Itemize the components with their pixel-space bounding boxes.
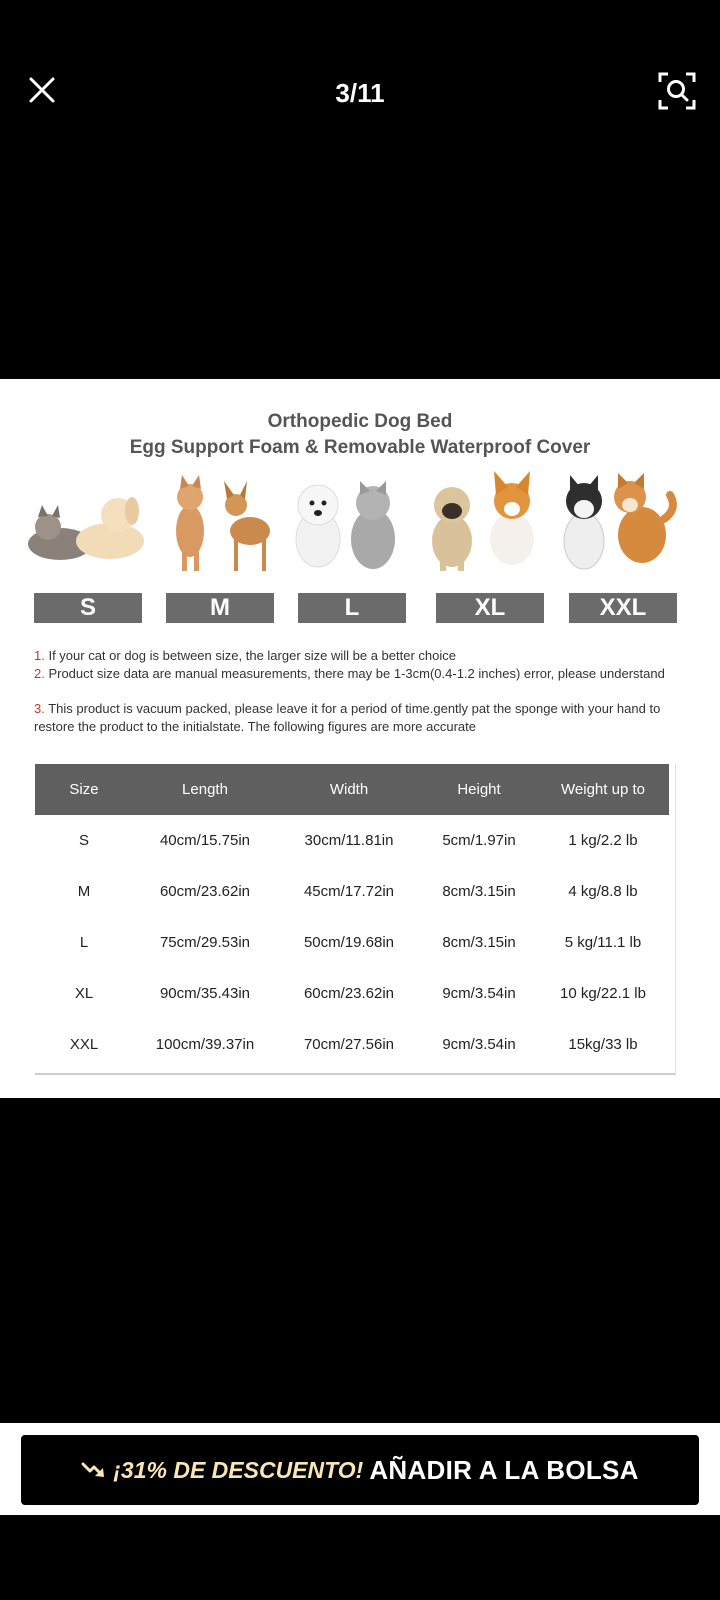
table-row	[35, 866, 669, 917]
large-pets-illustration	[296, 481, 395, 569]
note-1: 1. If your cat or dog is between size, the larger size will be a better choice	[34, 648, 456, 663]
cell-length: 60cm/23.62in	[159, 883, 251, 900]
xxlarge-pets-illustration	[564, 473, 673, 569]
size-tab-l: L	[298, 593, 406, 623]
cell-width: 70cm/27.56in	[303, 1036, 395, 1053]
header-size: Size	[69, 781, 99, 798]
cell-width: 45cm/17.72in	[303, 883, 395, 900]
cell-length: 75cm/29.53in	[159, 934, 251, 951]
add-to-bag-button[interactable]	[21, 1435, 699, 1505]
size-tab-s: S	[34, 593, 142, 623]
cell-height: 9cm/3.54in	[442, 1036, 516, 1053]
discount-label: ¡31% DE DESCUENTO!	[113, 1456, 364, 1483]
cell-weight: 1 kg/2.2 lb	[568, 832, 638, 849]
header-weight: Weight up to	[561, 781, 645, 798]
image-subtitle: Egg Support Foam & Removable Waterproof Cover	[129, 437, 591, 458]
header-height: Height	[457, 781, 501, 798]
size-table-header	[35, 764, 669, 815]
cell-weight: 5 kg/11.1 lb	[564, 934, 642, 951]
medium-pets-illustration	[176, 475, 270, 571]
cell-size: M	[77, 883, 91, 900]
image-title: Orthopedic Dog Bed	[267, 411, 453, 432]
cell-size: S	[78, 832, 89, 849]
size-table	[35, 764, 676, 1075]
cell-length: 40cm/15.75in	[159, 832, 251, 849]
cell-height: 8cm/3.15in	[442, 883, 516, 900]
cell-length: 100cm/39.37in	[155, 1036, 255, 1053]
cell-length: 90cm/35.43in	[159, 985, 251, 1002]
cell-size: L	[79, 934, 89, 951]
small-pets-illustration	[28, 497, 144, 560]
add-to-bag-bar	[0, 1423, 720, 1515]
image-search-icon	[656, 70, 698, 112]
cell-weight: 15kg/33 lb	[568, 1036, 638, 1053]
cell-width: 30cm/11.81in	[304, 832, 394, 849]
note-3: 3. This product is vacuum packed, please leave it for a period of time.gently pat the sponge with your hand to restore the product to the initialstate. The following figures are more accurate	[34, 701, 661, 734]
trending-down-icon	[81, 1461, 107, 1479]
cell-size: XXL	[69, 1036, 99, 1053]
header-length: Length	[182, 781, 228, 798]
cell-weight: 4 kg/8.8 lb	[568, 883, 638, 900]
table-row	[35, 917, 669, 968]
cell-size: XL	[74, 985, 94, 1002]
cell-height: 8cm/3.15in	[442, 934, 516, 951]
note-2: 2. Product size data are manual measurements, there may be 1-3cm(0.4-1.2 inches) error, please understand	[34, 666, 665, 681]
header-width: Width	[329, 781, 369, 798]
product-image[interactable]	[0, 379, 720, 1098]
table-row	[35, 1019, 669, 1070]
add-to-bag-label: AÑADIR A LA BOLSA	[369, 1454, 639, 1485]
table-row	[35, 968, 669, 1019]
table-row	[35, 815, 669, 866]
cell-width: 50cm/19.68in	[303, 934, 395, 951]
size-tab-xxl: XXL	[569, 593, 677, 623]
xlarge-pets-illustration	[432, 471, 534, 571]
image-search-button[interactable]	[656, 70, 698, 112]
pets-illustration	[0, 469, 720, 579]
cell-height: 9cm/3.54in	[442, 985, 516, 1002]
image-counter: 3/11	[335, 78, 385, 108]
cell-height: 5cm/1.97in	[442, 832, 516, 849]
size-tab-xl: XL	[436, 593, 544, 623]
viewer-top-bar	[0, 0, 720, 190]
cell-weight: 10 kg/22.1 lb	[560, 985, 646, 1002]
cell-width: 60cm/23.62in	[303, 985, 395, 1002]
size-tab-m: M	[166, 593, 274, 623]
